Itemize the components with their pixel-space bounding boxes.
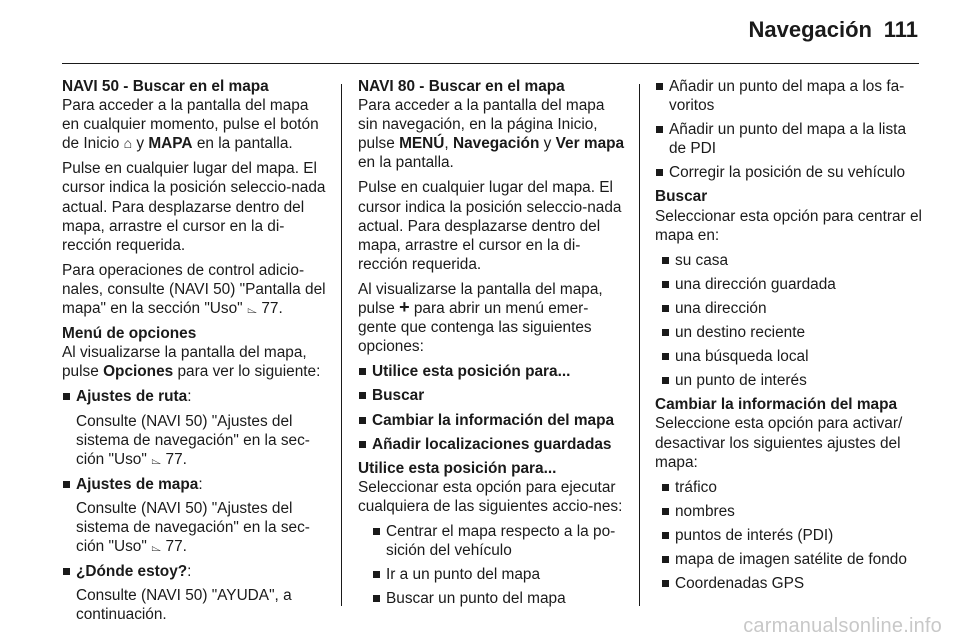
page-reference: 77.: [165, 538, 187, 556]
section-title: Utilice esta posición para...: [358, 459, 557, 477]
page-reference-icon: ⌳: [246, 301, 258, 317]
list-item: mapa de imagen satélite de fondo: [661, 550, 923, 569]
paragraph-text: Para acceder a la pantalla del mapa en cualquier momento, pulse el botón de Inicio: [62, 97, 319, 153]
list-item: Añadir un punto del mapa a los fa-voritos: [655, 77, 923, 115]
list-item: Utilice esta posición para...: [358, 362, 626, 381]
page-reference: 77.: [165, 450, 187, 468]
list-item: tráfico: [661, 478, 923, 497]
list-item: Añadir un punto del mapa a la lista de PDI: [655, 120, 923, 158]
list-item: Ir a un punto del mapa: [372, 565, 626, 584]
list-item: Centrar el mapa respecto a la po-sición del vehículo: [372, 522, 626, 560]
paragraph-text: Consulte (NAVI 50) "Ajustes del sistema de navegación" en la sec-ción "Uso": [76, 412, 310, 468]
paragraph: Pulse en cualquier lugar del mapa. El cursor indica la posición seleccio-nada actual. Para desplazarse dentro del mapa, arrastre el cursor en la di-rección requerida.: [62, 160, 326, 254]
list-item: Corregir la posición de su vehículo: [655, 163, 923, 182]
list-item: una búsqueda local: [661, 347, 923, 366]
paragraph-text: Al visualizarse la pantalla del mapa, pulse: [358, 280, 603, 318]
list-item-description: [62, 412, 327, 469]
bold-term: MENÚ: [399, 135, 445, 153]
list-item: su casa: [661, 251, 923, 270]
list-item: Añadir localizaciones guardadas: [358, 435, 626, 454]
list-item: una dirección guardada: [661, 275, 923, 294]
section-navi50-search: [62, 77, 327, 153]
section-search: [655, 187, 923, 244]
section-title: Menú de opciones: [62, 325, 197, 343]
paragraph-text: ,: [444, 135, 449, 153]
section-title: Cambiar la información del mapa: [655, 396, 898, 414]
paragraph-text: Para operaciones de control adicio-nales, consulte (NAVI 50) "Pantalla del mapa" en la sección "Uso": [62, 261, 326, 318]
plus-icon: +: [399, 297, 410, 318]
list-item: puntos de interés (PDI): [661, 526, 923, 545]
section-title: NAVI 80 - Buscar en el mapa: [358, 78, 565, 95]
list-item: un punto de interés: [661, 371, 923, 390]
list-item: [62, 475, 327, 494]
list-item: Cambiar la información del mapa: [358, 411, 626, 430]
list-item: nombres: [661, 502, 923, 521]
bold-term: Opciones: [103, 363, 174, 381]
column-2: [358, 77, 626, 613]
section-title: Buscar: [655, 188, 708, 206]
paragraph: [62, 261, 327, 318]
column-1: [62, 77, 327, 630]
list-item-description: [62, 499, 327, 556]
bold-term: MAPA: [148, 135, 193, 153]
header-divider: [62, 63, 919, 64]
list-item-colon: :: [198, 475, 203, 493]
column-divider-1: [341, 84, 342, 606]
paragraph-text: Para acceder a la pantalla del mapa sin navegación, en la página Inicio, pulse: [358, 97, 605, 153]
list-item: [62, 387, 327, 406]
paragraph-text: Seleccionar esta opción para centrar el mapa en:: [655, 207, 922, 244]
paragraph-text: en la pantalla.: [358, 154, 454, 172]
section-navi80-search: [358, 77, 626, 172]
paragraph-text: Consulte (NAVI 50) "Ajustes del sistema de navegación" en la sec-ción "Uso": [76, 499, 310, 556]
list-item: [62, 562, 327, 581]
list-item-colon: :: [187, 388, 192, 406]
page-header: [0, 0, 960, 62]
list-item: Coordenadas GPS: [661, 574, 923, 593]
paragraph: [358, 280, 626, 356]
page-number: 111: [883, 17, 918, 42]
page-reference: 77.: [261, 300, 283, 318]
list-item-label: Ajustes de ruta: [76, 388, 188, 406]
section-use-position: [358, 459, 626, 516]
paragraph-text: Consulte (NAVI 50) "AYUDA", a continuación.: [76, 587, 292, 624]
list-item: Buscar: [358, 386, 626, 405]
list-item: una dirección: [661, 299, 923, 318]
home-icon: ⌂: [123, 135, 133, 152]
list-item: Buscar un punto del mapa: [372, 589, 626, 608]
list-item-description: [62, 586, 327, 624]
paragraph-text: Al visualizarse la pantalla del mapa, pulse: [62, 344, 307, 381]
bold-term: Navegación: [452, 135, 540, 153]
paragraph: Pulse en cualquier lugar del mapa. El cursor indica la posición seleccio-nada actual. Para desplazarse dentro del mapa, arrastre el cursor en la di-rección requerida.: [358, 179, 622, 273]
paragraph-text: y: [543, 135, 552, 153]
list-item: un destino reciente: [661, 323, 923, 342]
column-divider-2: [639, 84, 640, 606]
section-options-menu: [62, 324, 327, 381]
bold-term: Ver mapa: [555, 135, 625, 153]
page-title: Navegación: [748, 17, 872, 42]
list-item-label: ¿Dónde estoy?: [76, 563, 188, 581]
column-3: [655, 77, 923, 598]
page-reference-icon: ⌳: [151, 539, 162, 555]
paragraph-text: para abrir un menú emer-gente que contenga las siguientes opciones:: [358, 300, 592, 356]
section-title: NAVI 50 - Buscar en el mapa: [62, 78, 269, 95]
page-reference-icon: ⌳: [151, 451, 162, 467]
paragraph-text: y: [136, 135, 145, 153]
section-change-map-info: [655, 395, 923, 471]
paragraph-text: para ver lo siguiente:: [177, 363, 321, 381]
paragraph-text: Seleccione esta opción para activar/ desactivar los siguientes ajustes del mapa:: [655, 415, 903, 471]
list-item-label: Ajustes de mapa: [76, 475, 199, 493]
watermark: carmanualsonline.info: [743, 615, 942, 637]
paragraph-text: Seleccionar esta opción para ejecutar cualquiera de las siguientes accio-nes:: [358, 478, 623, 515]
list-item-colon: :: [187, 563, 192, 581]
paragraph-text: en la pantalla.: [196, 135, 293, 153]
